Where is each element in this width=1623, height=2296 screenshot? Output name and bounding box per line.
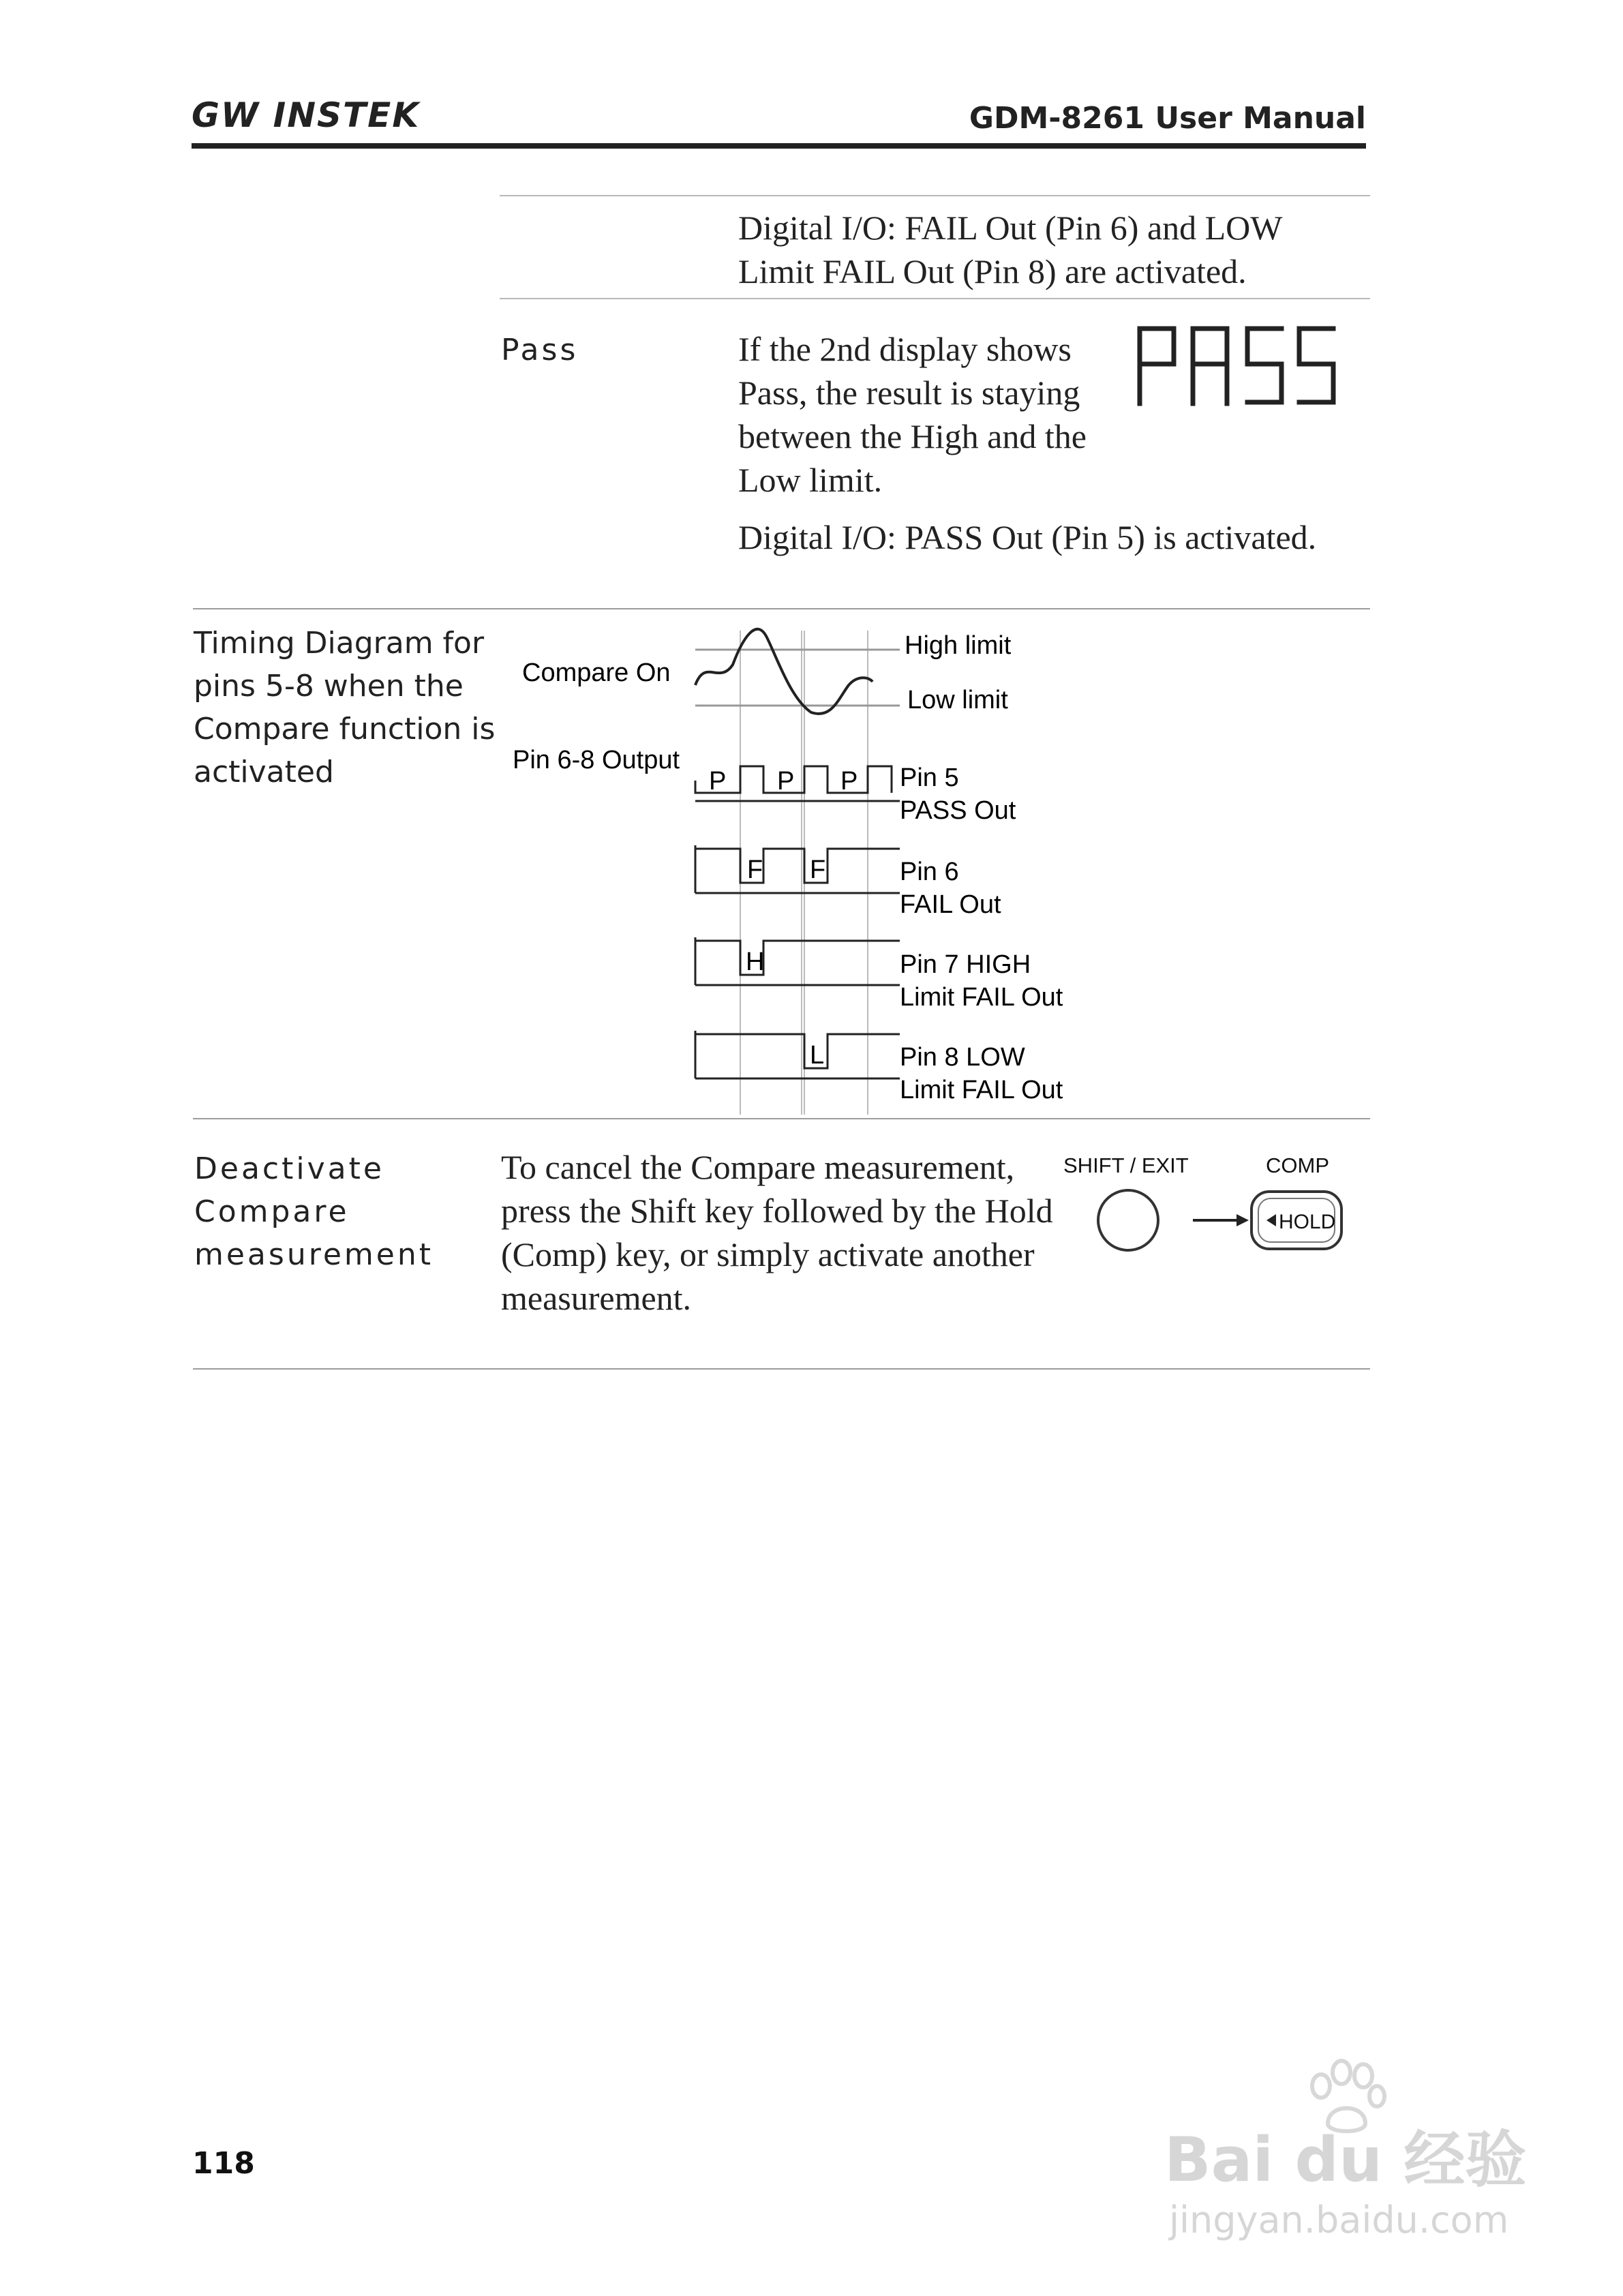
- output-label: Pin 6-8 Output: [513, 746, 680, 774]
- pass-label: Pass: [501, 333, 579, 367]
- watermark-brand: Bai du 经验: [1164, 2124, 1527, 2196]
- timing-diagram-label: Timing Diagram for pins 5-8 when the Compare function is activated: [194, 626, 496, 789]
- pulse-f: F: [810, 856, 826, 884]
- pulse-p: P: [840, 767, 858, 796]
- pin5-label-line1: Pin 5: [900, 764, 959, 792]
- key-sequence: [1091, 1185, 1350, 1260]
- compare-on-label: Compare On: [522, 659, 671, 687]
- section-divider: [193, 608, 1370, 609]
- pin6-waveform: [695, 845, 900, 893]
- timing-diagram: [498, 617, 1370, 1121]
- watermark-url: jingyan.baidu.com: [1169, 2199, 1509, 2241]
- section-divider: [193, 1368, 1370, 1370]
- page-number: 118: [192, 2146, 255, 2181]
- pass-description: If the 2nd display shows Pass, the result is staying between the High and the Low limit.: [738, 330, 1087, 499]
- hold-key-text: HOLD: [1279, 1211, 1336, 1233]
- pin5-label-line2: PASS Out: [900, 796, 1016, 825]
- segment-glyph-s: [1247, 329, 1281, 402]
- brand-logo: GW INSTEK: [192, 95, 421, 135]
- segment-glyph-s: [1299, 329, 1333, 402]
- pulse-p: P: [709, 767, 727, 796]
- section-divider: [500, 298, 1370, 299]
- pulse-p: P: [777, 767, 795, 796]
- section-divider: [193, 1118, 1370, 1119]
- pin6-label-line1: Pin 6: [900, 858, 959, 886]
- shift-key-icon: [1098, 1190, 1158, 1250]
- pin7-label-line2: Limit FAIL Out: [900, 983, 1063, 1012]
- header-rule: [192, 143, 1366, 149]
- fail-digital-io-text: Digital I/O: FAIL Out (Pin 6) and LOW Limit FAIL Out (Pin 8) are activated.: [738, 209, 1282, 290]
- pin6-label-line2: FAIL Out: [900, 890, 1001, 919]
- deactivate-description: To cancel the Compare measurement, press the Shift key followed by the Hold (Comp) key, or simply activate another measurement.: [501, 1148, 1053, 1317]
- pin8-waveform: [695, 1031, 900, 1078]
- deactivate-label: Deactivate Compare measurement: [194, 1151, 434, 1272]
- pulse-f: F: [747, 856, 763, 884]
- compare-waveform: [695, 629, 873, 714]
- pulse-l: L: [810, 1041, 825, 1070]
- pin8-label-line2: Limit FAIL Out: [900, 1076, 1063, 1104]
- segment-glyph-p: [1140, 329, 1174, 404]
- low-limit-label: Low limit: [907, 686, 1008, 714]
- pass-seven-segment-display: [1134, 322, 1339, 410]
- section-divider: [500, 195, 1370, 196]
- shift-exit-key-label: SHIFT / EXIT: [1063, 1153, 1189, 1177]
- high-limit-label: High limit: [905, 631, 1012, 660]
- segment-glyph-a: [1193, 329, 1227, 404]
- document-title: GDM-8261 User Manual: [969, 101, 1366, 136]
- pin8-label-line1: Pin 8 LOW: [900, 1043, 1025, 1072]
- comp-key-label: COMP: [1266, 1153, 1329, 1177]
- pulse-h: H: [746, 948, 765, 976]
- pin7-waveform: [695, 937, 900, 985]
- pass-digital-io-text: Digital I/O: PASS Out (Pin 5) is activated.: [738, 518, 1317, 556]
- pin7-label-line1: Pin 7 HIGH: [900, 950, 1031, 979]
